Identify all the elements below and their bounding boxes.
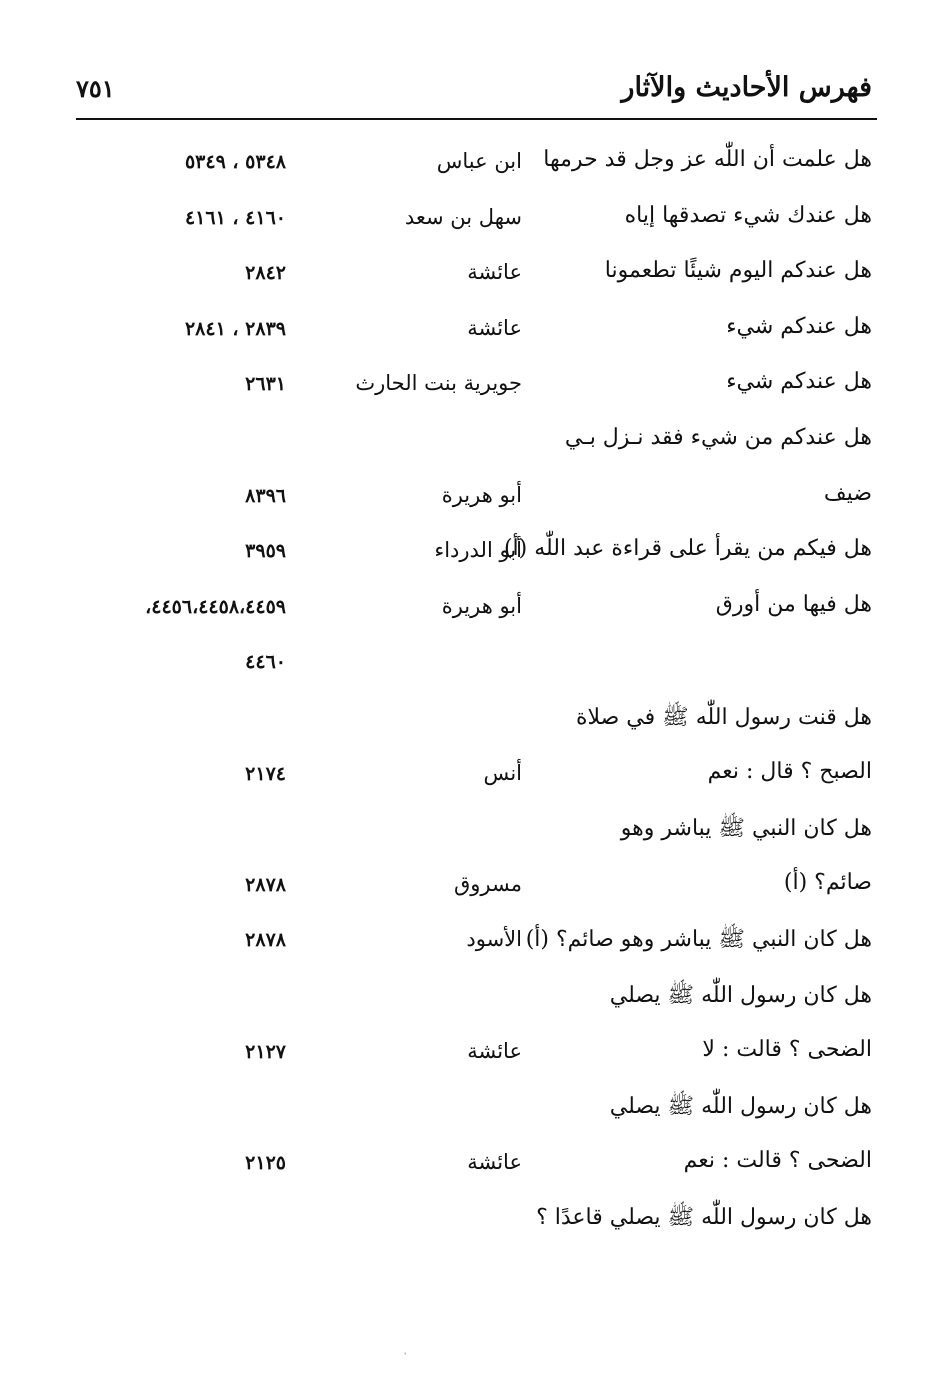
index-entry bbox=[0, 357, 932, 413]
entry-text: هل عندكم شيء bbox=[726, 369, 872, 395]
index-entry bbox=[0, 635, 932, 691]
entry-narrator: الأسود bbox=[466, 927, 522, 952]
entry-narrator: سهل بن سعد bbox=[404, 204, 522, 229]
entry-narrator: عائشة bbox=[467, 260, 522, 285]
entry-narrator: جويرية بنت الحارث bbox=[355, 371, 522, 396]
entry-hadith-numbers: ٢٨٧٨ bbox=[245, 929, 286, 952]
page-header bbox=[76, 64, 876, 116]
entry-narrator: عائشة bbox=[467, 1149, 522, 1174]
index-entry bbox=[0, 1136, 932, 1192]
entry-hadith-numbers: ٤٤٦٠ bbox=[245, 651, 286, 674]
entry-narrator: أبو الدرداء bbox=[434, 538, 522, 563]
index-entry bbox=[0, 691, 932, 747]
footer-mark: ˈ bbox=[404, 1352, 407, 1361]
index-entry bbox=[0, 1080, 932, 1136]
index-entry bbox=[0, 135, 932, 191]
entry-text: الضحى ؟ قالت : نعم bbox=[683, 1147, 872, 1173]
entry-narrator: أبو هريرة bbox=[441, 593, 522, 618]
entry-narrator: أنس bbox=[483, 760, 522, 785]
entry-hadith-numbers: ٥٣٤٨ ، ٥٣٤٩ bbox=[184, 151, 286, 173]
entry-text: هل كان رسول اللّٰه ﷺ يصلي bbox=[609, 1094, 872, 1120]
entry-hadith-numbers: ٢١٢٥ bbox=[245, 1151, 286, 1174]
entry-narrator: عائشة bbox=[467, 1038, 522, 1063]
index-entry bbox=[0, 191, 932, 247]
entry-text: هل عندكم من شيء فقد نـزل بـي bbox=[564, 424, 872, 450]
page-title: فهرس الأحاديث والآثار bbox=[621, 72, 872, 103]
entry-hadith-numbers: ٢٨٧٨ bbox=[245, 873, 286, 896]
index-entry bbox=[0, 802, 932, 858]
entry-text: هل عندك شيء تصدقها إياه bbox=[624, 202, 872, 228]
index-entry bbox=[0, 469, 932, 525]
entry-text: هل عندكم شيء bbox=[726, 313, 872, 339]
entry-text: هل عندكم اليوم شيئًا تطعمونا bbox=[604, 258, 872, 284]
entry-text: هل كان النبي ﷺ يباشر وهو bbox=[620, 816, 872, 842]
entry-text: هل فيها من أورق bbox=[715, 591, 872, 617]
entry-text: الضحى ؟ قالت : لا bbox=[702, 1036, 872, 1062]
entry-text: هل علمت أن اللّٰه عز وجل قد حرمها bbox=[543, 147, 872, 172]
entry-text: ضيف bbox=[823, 480, 872, 506]
index-entry bbox=[0, 413, 932, 469]
entry-hadith-numbers: ٤٤٥٦،٤٤٥٨،٤٤٥٩، bbox=[145, 595, 286, 618]
index-entry bbox=[0, 747, 932, 803]
header-divider bbox=[76, 118, 877, 120]
entry-text: هل فيكم من يقرأ على قراءة عبد اللّٰه (أ) bbox=[503, 536, 872, 562]
index-entry bbox=[0, 246, 932, 302]
index-entry bbox=[0, 580, 932, 636]
entry-hadith-numbers: ٢٦٣١ bbox=[245, 373, 286, 396]
entry-narrator: ابن عباس bbox=[436, 149, 522, 173]
entry-hadith-numbers: ٤١٦٠ ، ٤١٦١ bbox=[184, 206, 286, 229]
entry-narrator: عائشة bbox=[467, 315, 522, 340]
entry-hadith-numbers: ٢١٢٧ bbox=[245, 1040, 286, 1063]
index-entry bbox=[0, 858, 932, 914]
page-number: ٧٥١ bbox=[76, 74, 115, 103]
entry-text: هل كان النبي ﷺ يباشر وهو صائم؟ (أ) bbox=[525, 927, 872, 953]
index-entry bbox=[0, 913, 932, 969]
entry-hadith-numbers: ٢٨٣٩ ، ٢٨٤١ bbox=[184, 317, 286, 340]
entry-narrator: أبو هريرة bbox=[441, 482, 522, 507]
entry-text: صائم؟ (أ) bbox=[783, 869, 872, 895]
entry-text: الصبح ؟ قال : نعم bbox=[707, 758, 872, 784]
entry-text: هل قنت رسول اللّٰه ﷺ في صلاة bbox=[575, 704, 872, 730]
entry-hadith-numbers: ٢١٧٤ bbox=[245, 762, 286, 785]
index-entry bbox=[0, 1191, 932, 1247]
index-entry bbox=[0, 969, 932, 1025]
index-entry bbox=[0, 524, 932, 580]
entry-narrator: مسروق bbox=[453, 871, 522, 896]
index-entry bbox=[0, 1025, 932, 1081]
entry-hadith-numbers: ٨٣٩٦ bbox=[245, 484, 286, 507]
entry-hadith-numbers: ٣٩٥٩ bbox=[245, 540, 286, 563]
hadith-index-list bbox=[0, 135, 932, 1247]
entry-text: هل كان رسول اللّٰه ﷺ يصلي bbox=[609, 982, 872, 1008]
entry-hadith-numbers: ٢٨٤٢ bbox=[245, 262, 286, 285]
index-entry bbox=[0, 302, 932, 358]
entry-text: هل كان رسول اللّٰه ﷺ يصلي قاعدًا ؟ bbox=[536, 1205, 872, 1231]
